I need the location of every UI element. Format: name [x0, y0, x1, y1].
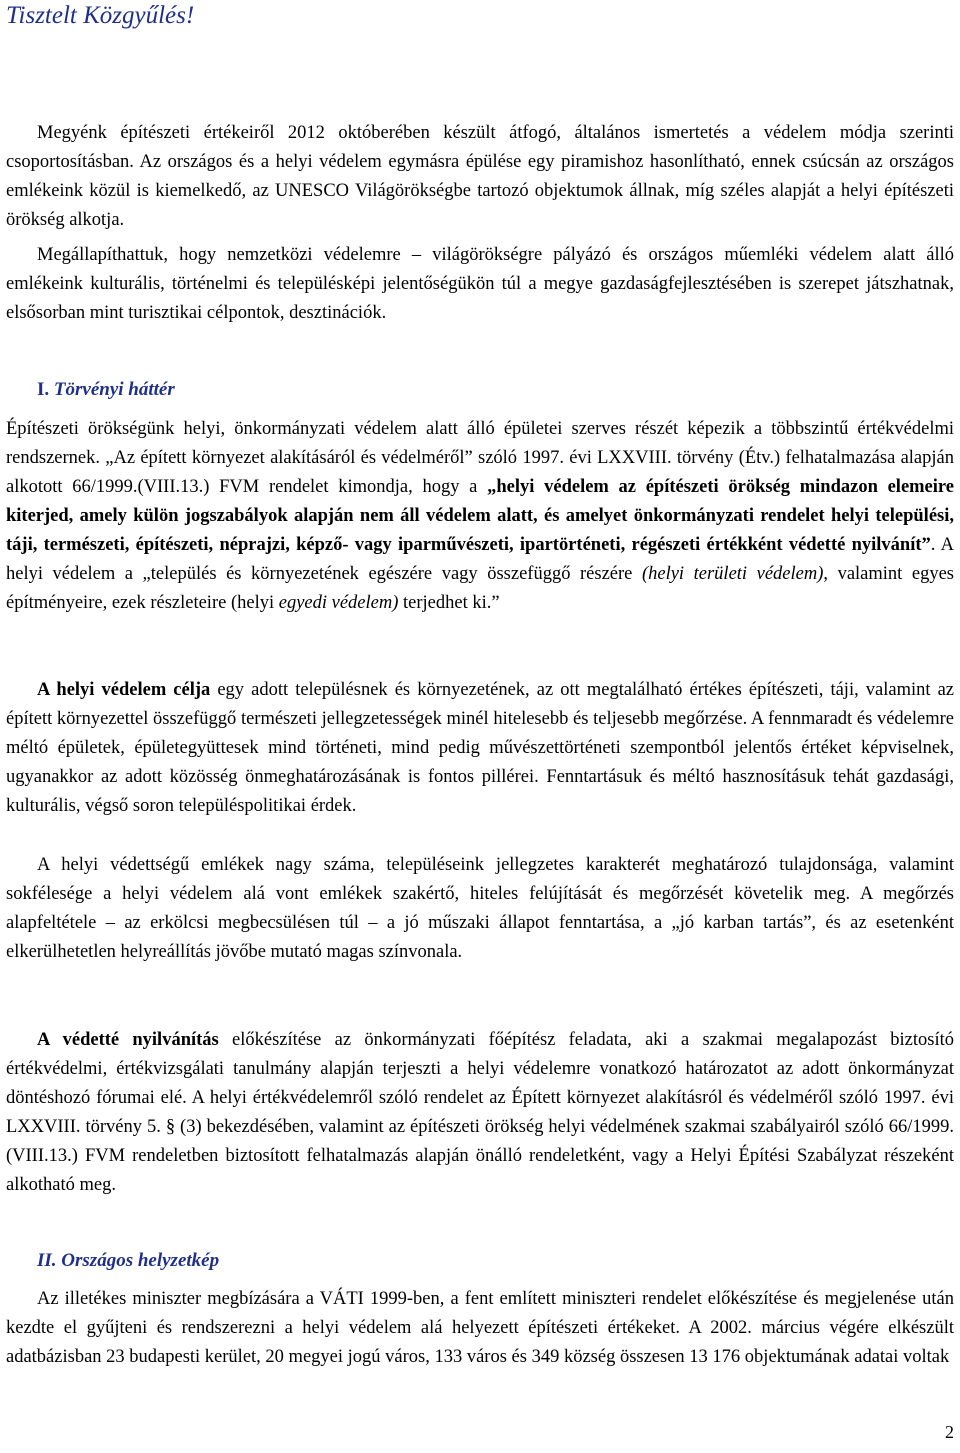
paragraph-international-protection: Megállapíthattuk, hogy nemzetközi védelemre – világörökségre pályázó és országos műemléki védelem alatt álló emlékeink kulturális, történelmi és településképi jelentőségükön túl a megye gazdaságfejlesztésében is szerepet játszhatnak, elsősorban mint turisztikai célpontok, desztinációk.: [6, 245, 954, 323]
text-run: Építészeti örökségünk helyi, önkormányzati védelem alatt álló épületei szerves részét képezik a többszintű értékvédelmi rendszernek. „Az épített környezet alakításáról és védelméről” szóló 1997. évi LXXVIII. törvény (Étv.) felhatalmazása alapján alkotott 66/1999.(VIII.13.) FVM rendelet kimondja, hogy a: [6, 419, 954, 497]
bold-quote: „helyi védelem az építészeti örökség mindazon elemeire kiterjed, amely külön jogszabályok alapján nem áll védelem alatt, és amelyet önkormányzati rendelet helyi települési, táji, természeti, építészeti, néprajzi, képző- vagy iparművészeti, ipartörténeti, régészeti értékként védetté nyilvánít”: [6, 477, 954, 555]
text-run: terjedhet ki.”: [398, 593, 500, 613]
italic-term: egyedi védelem): [278, 593, 399, 613]
text-run: előkészítése az önkormányzati főépítész feladata, aki a szakmai megalapozást biztosító értékvédelmi, értékvizsgálati tanulmány alapján terjeszti a helyi védelemre vonatkozó határozatot az adott önkormányzat döntéshozó fórumai elé. A helyi értékvédelemről szóló rendelet az Épített környezet alakításról és védelméről szóló 1997. évi LXXVIII. törvény 5. § (3) bekezdésében, valamint az építészeti örökség helyi védelmének szakmai szabályairól szóló 66/1999.(VIII.13.) FVM rendeletben biztosított felhatalmazás alapján önálló rendeletként, vagy a Helyi Építési Szabályzat részeként alkotható meg.: [6, 1030, 954, 1195]
section-heading-national-overview: [37, 1246, 219, 1275]
paragraph-designation: [6, 1026, 954, 1200]
section-title: Országos helyzetkép: [61, 1250, 220, 1271]
paragraph-legal-background: [6, 415, 954, 618]
text-run: , valamint egyes építményeire, ezek részleteire (helyi: [6, 564, 954, 613]
paragraph-preservation: A helyi védettségű emlékek nagy száma, településeink jellegzetes karakterét meghatározó tulajdonsága, valamint sokfélesége a helyi védelem alá vont emlékek szakértő, hiteles felújítását és megőrzését követelik meg. A megőrzés alapfeltétele – az erkölcsi megbecsülésen túl – a jó műszaki állapot fenntartása, a „jó karban tartás”, és az esetenként elkerülhetetlen helyreállítás jövőbe mutató magas színvonala.: [6, 855, 954, 962]
bold-term: A védetté nyilvánítás: [37, 1030, 219, 1050]
page-number: 2: [945, 1422, 954, 1442]
section-number: I.: [37, 379, 50, 400]
section-title: Törvényi háttér: [53, 379, 175, 400]
section-heading-legal-background: [37, 375, 175, 404]
paragraph-intro: Megyénk építészeti értékeiről 2012 októberében készült átfogó, általános ismertetés a védelem módja szerinti csoportosításban. Az országos és a helyi védelem egymásra épülése egy piramishoz hasonlítható, ennek csúcsán az országos emlékeink közül is kiemelkedő, az UNESCO Világörökségbe tartozó objektumok állnak, míg széles alapját a helyi építészeti örökség alkotja.: [6, 123, 954, 230]
paragraph-purpose: [6, 676, 954, 821]
italic-term: (helyi területi védelem): [641, 564, 824, 584]
salutation: Tisztelt Közgyűlés!: [6, 2, 195, 29]
text-run: egy adott településnek és környezetének, az ott megtalálható értékes építészeti, táji, valamint az épített környezettel összefüggő természeti jellegzetességek minél hitelesebb és teljesebb megőrzése. A fennmaradt és védelemre méltó épületek, épületegyüttesek mind történeti, mind pedig művészettörténeti szempontból jelentős értéket képviselnek, ugyanakkor az adott közösség önmeghatározásának is fontos pillérei. Fenntartásuk és méltó hasznosításuk tehát gazdasági, kulturális, végső soron településpolitikai érdek.: [6, 680, 954, 816]
bold-term: A helyi védelem célja: [37, 680, 211, 700]
paragraph-national-overview: Az illetékes miniszter megbízására a VÁTI 1999-ben, a fent említett miniszteri rendelet előkészítése és megjelenése után kezdte el gyűjteni és rendszerezni a helyi védelem alá helyezett építészeti értékeket. A 2002. március végére elkészült adatbázisban 23 budapesti kerület, 20 megyei jogú város, 133 város és 349 község összesen 13 176 objektumának adatai voltak: [6, 1289, 954, 1367]
text-run: . A helyi védelem a „település és környezetének egészére vagy összefüggő részére: [6, 535, 954, 584]
section-number: II.: [37, 1250, 57, 1271]
